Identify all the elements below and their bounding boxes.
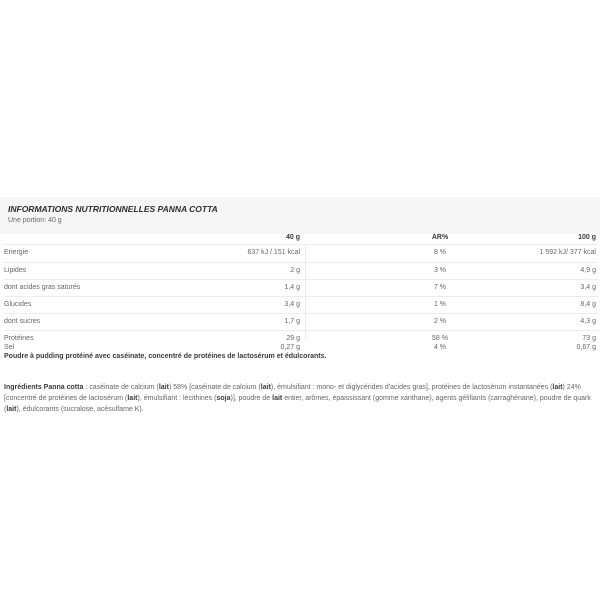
allergen: soja (216, 395, 231, 402)
ingredients-label: Ingrédients Panna cotta (4, 384, 84, 391)
column-header-ar: AR% (431, 234, 449, 241)
row-label: dont acides gras saturés (4, 284, 81, 291)
ingredient-text: ), émulsifiant : lécithines ( (137, 395, 217, 402)
row-value-ar: 2 % (433, 318, 447, 325)
allergen: lait (158, 384, 169, 391)
row-value-ar: 1 % (433, 301, 447, 308)
row-divider (4, 244, 598, 245)
row-label: Energie (4, 249, 29, 256)
row-value-40g: 1,4 g (284, 284, 300, 291)
row-value-40g: 1,7 g (284, 318, 300, 325)
row-divider (4, 279, 598, 280)
allergen: lait (127, 395, 138, 402)
row-value-ar: 7 % (433, 284, 447, 291)
table-header-panel (0, 197, 600, 234)
row-value-100g: 3,4 g (580, 284, 596, 291)
allergen: lait (6, 406, 17, 413)
table-title: INFORMATIONS NUTRITIONNELLES PANNA COTTA (8, 204, 218, 214)
row-divider (4, 296, 598, 297)
row-value-100g: 0,67 g (576, 344, 596, 351)
column-header-40g: 40 g (285, 234, 300, 241)
row-value-100g: 73 g (582, 335, 596, 342)
row-label: Glucides (4, 301, 32, 308)
portion-size: Une portion: 40 g (8, 217, 62, 224)
ingredient-text: ) 58% [caséinate de calcium ( (168, 384, 261, 391)
row-value-ar: 4 % (433, 344, 447, 351)
ingredient-text: ), émulsifiant : mono- et diglycérides d'acides gras], protéines de lactosérum instantanées ( (270, 384, 553, 391)
ingredient-text: entier, arômes, épaississant (gomme xanthane), agents gélifiants (carraghénane), poudre de quark ( (4, 395, 591, 413)
row-divider (4, 262, 598, 263)
row-divider (4, 313, 598, 314)
ingredient-text: ), édulcorants (sucralose, acésulfame K). (16, 406, 144, 413)
row-value-40g: 2 g (290, 267, 300, 274)
row-value-40g: 0,27 g (280, 344, 300, 351)
row-value-40g: 3,4 g (284, 301, 300, 308)
row-divider (4, 330, 598, 331)
row-value-100g: 4,9 g (580, 267, 596, 274)
allergen: lait (272, 395, 283, 402)
ingredients-list (4, 384, 591, 413)
allergen: lait (552, 384, 563, 391)
row-value-100g: 4,3 g (580, 318, 596, 325)
row-value-ar: 8 % (433, 249, 447, 256)
row-value-ar: 58 % (432, 335, 448, 342)
row-value-40g: 637 kJ / 151 kcal (247, 249, 300, 256)
ingredient-text: ) 24% [concentré de protéines de lactosérum ( (4, 384, 581, 402)
ingredients-text (4, 382, 592, 415)
row-value-100g: 1 592 kJ/ 377 kcal (539, 249, 596, 256)
row-label: Protéines (4, 335, 34, 342)
row-label: dont sucres (4, 318, 41, 325)
ingredient-text: : caséinate de calcium ( (83, 384, 159, 391)
column-divider (305, 244, 306, 340)
ingredient-text: )], poudre de (230, 395, 273, 402)
allergen: lait (260, 384, 271, 391)
row-value-40g: 29 g (286, 335, 300, 342)
row-label: Lipides (4, 267, 27, 274)
product-description: Poudre à pudding protéiné avec caséinate, concentré de protéines de lactosérum et édulcorants. (4, 353, 327, 360)
row-value-100g: 8,4 g (580, 301, 596, 308)
row-value-ar: 3 % (433, 267, 447, 274)
column-header-100g: 100 g (578, 234, 596, 241)
row-label: Sel (4, 344, 15, 351)
